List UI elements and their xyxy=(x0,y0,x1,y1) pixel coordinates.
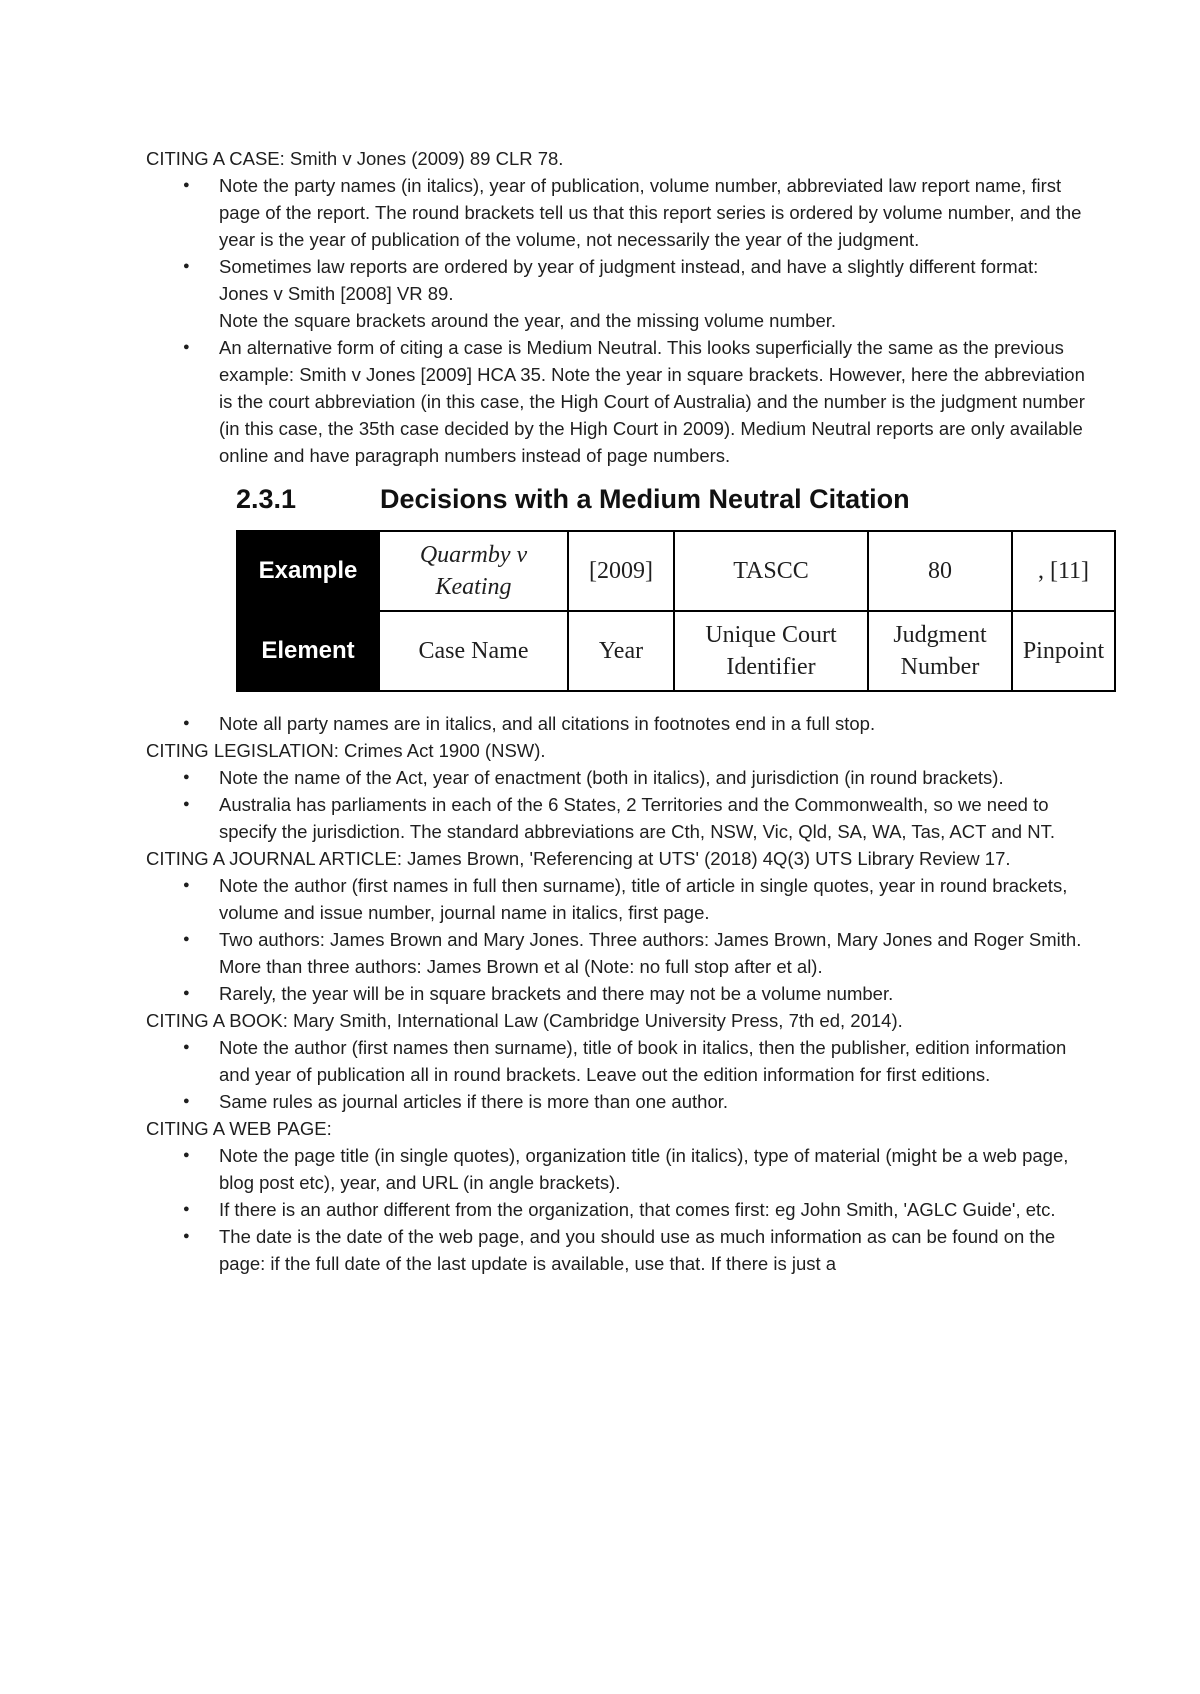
list-item xyxy=(219,253,1086,334)
example-citation: Jones v Smith [2008] VR 89. xyxy=(219,283,454,304)
bullet-text: ● Rarely, the year will be in square brackets and there may not be a volume number. xyxy=(219,983,894,1004)
list-item xyxy=(219,872,1086,926)
bullet-text: ● Sometimes law reports are ordered by year of judgment instead, and have a slightly different format: xyxy=(219,256,1039,277)
bullet-text: ● Two authors: James Brown and Mary Jones. Three authors: James Brown, Mary Jones and Roger Smith. xyxy=(219,929,1082,950)
bullet-text: ● If there is an author different from the organization, that comes first: eg John Smith, 'AGLC Guide', etc. xyxy=(219,1199,1056,1220)
bullet-text: ● Note the author (first names then surname), title of book in italics, then the publisher, edition information and year of publication all in round brackets. Leave out the edition information for first editions. xyxy=(219,1037,1067,1085)
citation-elements-table xyxy=(236,530,1116,692)
bullet-text: ● Australia has parliaments in each of the 6 States, 2 Territories and the Commonwealth, so we need to specify the jurisdiction. The standard abbreviations are Cth, NSW, Vic, Qld, SA, WA, Tas, ACT and NT. xyxy=(219,794,1055,842)
after-figure-bullet-list xyxy=(146,710,1086,737)
list-item xyxy=(219,764,1086,791)
list-item xyxy=(219,172,1086,253)
figure-number: 2.3.1 xyxy=(236,484,297,514)
table-cell: TASCC xyxy=(674,531,868,611)
case-bullet-list xyxy=(146,172,1086,469)
table-cell: Quarmby v Keating xyxy=(379,531,568,611)
book-bullet-list xyxy=(146,1034,1086,1115)
bullet-text: More than three authors: James Brown et al (Note: no full stop after et al). xyxy=(219,956,823,977)
table-cell: Case Name xyxy=(379,611,568,691)
figure-title-text: Decisions with a Medium Neutral Citation xyxy=(380,484,910,514)
bullet-text: ● The date is the date of the web page, and you should use as much information as can be found on the page: if the full date of the last update is available, use that. If there is just a xyxy=(219,1226,1056,1274)
legislation-bullet-list xyxy=(146,764,1086,845)
table-cell: Judgment Number xyxy=(868,611,1012,691)
table-cell: Pinpoint xyxy=(1012,611,1115,691)
bullet-text: ● Note all party names are in italics, and all citations in footnotes end in a full stop. xyxy=(219,713,876,734)
list-item xyxy=(219,334,1086,469)
figure-title xyxy=(236,482,1086,520)
table-row xyxy=(237,611,1115,691)
webpage-bullet-list xyxy=(146,1142,1086,1277)
list-item xyxy=(219,1034,1086,1088)
table-cell: Year xyxy=(568,611,674,691)
list-item xyxy=(219,791,1086,845)
list-item xyxy=(219,1088,1086,1115)
bullet-text: ● An alternative form of citing a case is Medium Neutral. This looks superficially the same as the previous example: Smith v Jones [2009] HCA 35. Note the year in square brackets. However, here the abbreviation is the court abbreviation (in this case, the High Court of Australia) and the number is the judgment number (in this case, the 35th case decided by the High Court in 2009). Medium Neutral reports are only available online and have paragraph numbers instead of page numbers. xyxy=(219,337,1085,466)
bullet-text: ● Note the page title (in single quotes), organization title (in italics), type of material (might be a web page, blog post etc), year, and URL (in angle brackets). xyxy=(219,1145,1069,1193)
table-cell: [2009] xyxy=(568,531,674,611)
table-cell: , [11] xyxy=(1012,531,1115,611)
table-cell: 80 xyxy=(868,531,1012,611)
journal-bullet-list xyxy=(146,872,1086,1007)
table-cell: Unique Court Identifier xyxy=(674,611,868,691)
book-heading: CITING A BOOK: Mary Smith, International Law (Cambridge University Press, 7th ed, 2014). xyxy=(146,1010,903,1031)
bullet-text: ● Note the party names (in italics), year of publication, volume number, abbreviated law report name, first page of the report. The round brackets tell us that this report series is ordered by volume number, and the year is the year of publication of the volume, not necessarily the year of the judgment. xyxy=(219,175,1082,250)
document-page xyxy=(146,145,1105,1277)
legislation-heading: CITING LEGISLATION: Crimes Act 1900 (NSW). xyxy=(146,740,546,761)
bullet-text: ● Same rules as journal articles if there is more than one author. xyxy=(219,1091,729,1112)
journal-heading: CITING A JOURNAL ARTICLE: James Brown, 'Referencing at UTS' (2018) 4Q(3) UTS Library Review 17. xyxy=(146,848,1011,869)
list-item xyxy=(219,1196,1086,1223)
case-heading: CITING A CASE: Smith v Jones (2009) 89 CLR 78. xyxy=(146,148,564,169)
list-item xyxy=(219,1223,1086,1277)
element-row-header: Element xyxy=(237,611,379,691)
list-item xyxy=(219,710,1086,737)
list-item xyxy=(219,1142,1086,1196)
example-row-header: Example xyxy=(237,531,379,611)
list-item xyxy=(219,980,1086,1007)
list-item xyxy=(219,926,1086,980)
bullet-text: Note the square brackets around the year, and the missing volume number. xyxy=(219,310,837,331)
bullet-text: ● Note the name of the Act, year of enactment (both in italics), and jurisdiction (in round brackets). xyxy=(219,767,1004,788)
webpage-heading: CITING A WEB PAGE: xyxy=(146,1118,332,1139)
bullet-text: ● Note the author (first names in full then surname), title of article in single quotes, year in round brackets, volume and issue number, journal name in italics, first page. xyxy=(219,875,1068,923)
table-row xyxy=(237,531,1115,611)
